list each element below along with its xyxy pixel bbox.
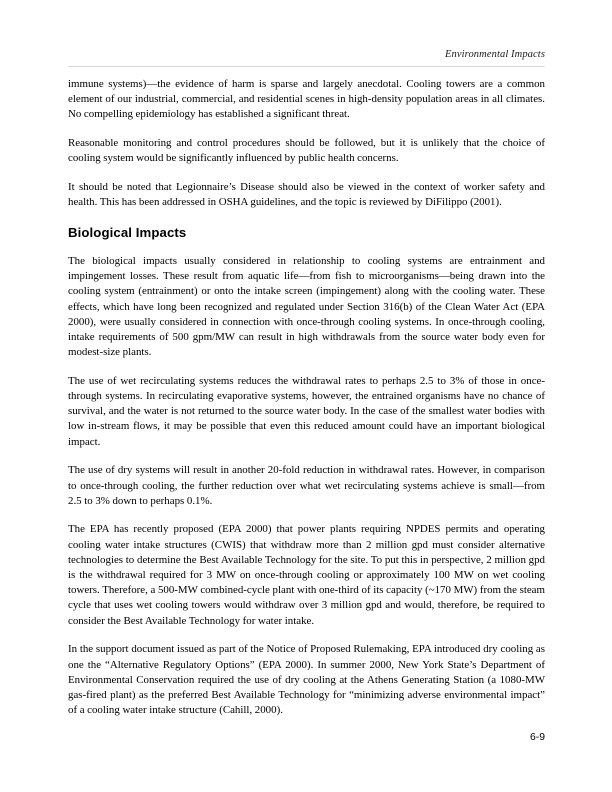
paragraph: It should be noted that Legionnaire’s Disease should also be viewed in the context of worker safety and health. This has been addressed in OSHA guidelines, and the topic is reviewed by DiFilippo (2001). xyxy=(68,181,545,209)
paragraph: The EPA has recently proposed (EPA 2000) that power plants requiring NPDES permits and operating cooling water intake structures (CWIS) that withdraw more than 2 million gpd must consider alternative technologies to determine the Best Available Technology for the site. To put this in perspective, 2 million gpd is the withdrawal required for 3 MW on once-through cooling or approximately 100 MW on wet cooling towers. Therefore, a 500-MW combined-cycle plant with one-third of its capacity (~170 MW) from the steam cycle that uses wet cooling towers would withdraw over 3 million gpd and would, therefore, be required to consider the Best Available Technology for water intake. xyxy=(68,523,545,627)
paragraph: The biological impacts usually considered in relationship to cooling systems are entrainment and impingement losses. These result from aquatic life—from fish to microorganisms—being drawn into the cooling system (entrainment) or onto the intake screen (impingement) along with the cooling water. These effects, which have long been recognized and regulated under Section 316(b) of the Clean Water Act (EPA 2000), were usually considered in connection with once-through cooling systems. In once-through cooling, intake requirements of 500 gpm/MW can result in high withdrawals from the source water body even for modest-size plants. xyxy=(68,254,545,359)
page-number: 6-9 xyxy=(529,732,545,743)
paragraph: The use of wet recirculating systems reduces the withdrawal rates to perhaps 2.5 to 3% of those in once-through systems. In recirculating evaporative systems, however, the entrained organisms have no chance of survival, and the water is not returned to the source water body. In the case of the smallest water bodies with low in-stream flows, it may be possible that even this reduced amount could have an important biological impact. xyxy=(68,374,545,448)
page-content xyxy=(68,77,545,718)
section-heading-biological-impacts: Biological Impacts xyxy=(68,224,187,240)
header-divider xyxy=(68,66,545,67)
paragraph: immune systems)—the evidence of harm is sparse and largely anecdotal. Cooling towers are a common element of our industrial, commercial, and residential scenes in high-density population areas in all climates. No compelling epidemiology has established a significant threat. xyxy=(68,78,545,121)
paragraph: The use of dry systems will result in another 20-fold reduction in withdrawal rates. However, in comparison to once-through cooling, the further reduction over what wet recirculating systems achieve is small—from 2.5 to 3% down to perhaps 0.1%. xyxy=(68,464,545,507)
running-header: Environmental Impacts xyxy=(445,49,545,60)
paragraph: In the support document issued as part of the Notice of Proposed Rulemaking, EPA introduced dry cooling as one the “Alternative Regulatory Options” (EPA 2000). In summer 2000, New York State’s Department of Environmental Conservation required the use of dry cooling at the Athens Generating Station (a 1080-MW gas-fired plant) as the preferred Best Available Technology for “minimizing adverse environmental impact” of a cooling water intake structure (Cahill, 2000). xyxy=(68,643,545,717)
paragraph: Reasonable monitoring and control procedures should be followed, but it is unlikely that the choice of cooling system would be significantly influenced by public health concerns. xyxy=(68,137,545,165)
